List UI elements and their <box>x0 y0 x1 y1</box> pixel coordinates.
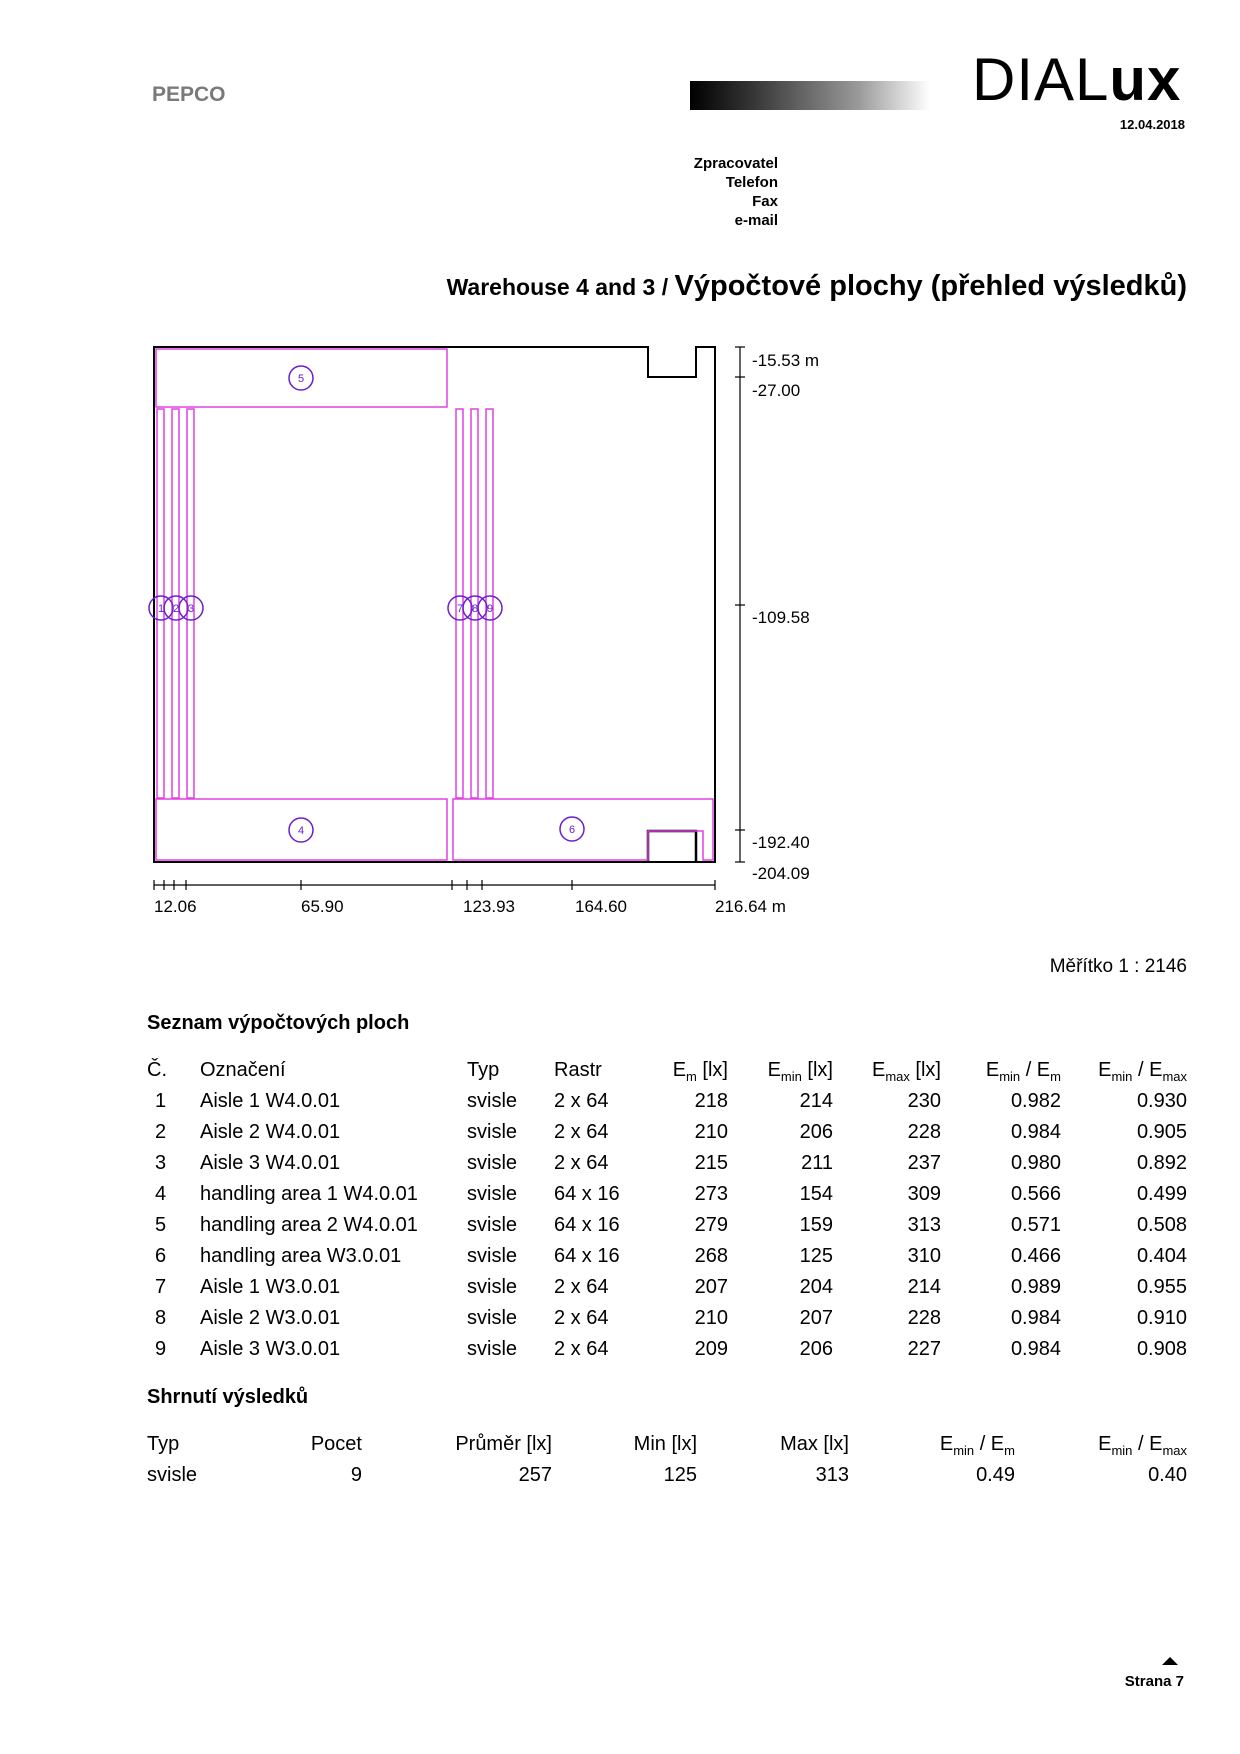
summary-row <box>147 1460 1187 1491</box>
row-emax: 310 <box>907 1245 941 1267</box>
row-grid: 2 x 64 <box>554 1152 609 1174</box>
y-label-1: -15.53 m <box>752 351 820 370</box>
marker-label-7: 7 <box>456 603 464 615</box>
row-no: 1 <box>155 1090 167 1112</box>
row-type: svisle <box>467 1245 518 1267</box>
row-emax: 237 <box>907 1152 941 1174</box>
page-up-arrow-icon <box>1162 1657 1178 1665</box>
contact-label-email: e-mail <box>734 212 778 229</box>
row-ratio-emin-emax: 0.905 <box>1136 1121 1187 1143</box>
marker-label-9: 9 <box>486 603 494 615</box>
row-name: Aisle 1 W4.0.01 <box>200 1090 341 1112</box>
row-name: handling area 1 W4.0.01 <box>200 1183 418 1205</box>
row-emin: 206 <box>799 1121 833 1143</box>
col-header-ratio-emin-emax: $E_{min} / E_{max}$ <box>1098 1059 1187 1084</box>
row-name: Aisle 2 W4.0.01 <box>200 1121 341 1143</box>
row-ratio-emin-em: 0.571 <box>1010 1214 1061 1236</box>
row-ratio-emin-em: 0.984 <box>1010 1338 1061 1360</box>
row-ratio-emin-emax: 0.508 <box>1136 1214 1187 1236</box>
row-emax: 228 <box>907 1121 941 1143</box>
row-type: svisle <box>467 1183 518 1205</box>
summary-avg: 257 <box>518 1464 552 1486</box>
table-row <box>147 1210 1187 1241</box>
marker-label-6: 6 <box>568 824 576 836</box>
y-label-5: -204.09 <box>752 864 810 883</box>
marker-label-8: 8 <box>471 603 479 615</box>
row-grid: 2 x 64 <box>554 1338 609 1360</box>
row-ratio-emin-em: 0.984 <box>1010 1121 1061 1143</box>
row-emin: 214 <box>799 1090 833 1112</box>
summary-col-avg: Průměr [lx] <box>455 1433 552 1455</box>
table-row <box>147 1272 1187 1303</box>
table-row <box>147 1086 1187 1117</box>
summary-col-min: Min [lx] <box>633 1433 697 1455</box>
dialux-logo <box>972 46 1182 113</box>
col-header-grid: Rastr <box>554 1059 602 1081</box>
row-grid: 2 x 64 <box>554 1307 609 1329</box>
col-header-emin: $E_{min}$ [lx] <box>767 1059 833 1084</box>
surfaces-table <box>147 1055 1187 1365</box>
row-no: 4 <box>155 1183 167 1205</box>
y-label-2: -27.00 <box>752 381 801 400</box>
row-type: svisle <box>467 1121 518 1143</box>
row-no: 5 <box>155 1214 167 1236</box>
row-emin: 125 <box>799 1245 833 1267</box>
col-header-emax: $E_{max}$ [lx] <box>871 1059 941 1084</box>
summary-heading: Shrnutí výsledků <box>147 1386 309 1408</box>
summary-ratio-emin-em: 0.49 <box>976 1464 1015 1486</box>
row-no: 8 <box>155 1307 167 1329</box>
marker-label-5: 5 <box>297 373 305 385</box>
summary-col-ratio-emin-em: $E_{min} / E_m$ <box>939 1433 1015 1458</box>
contact-labels <box>694 154 778 230</box>
row-emin: 206 <box>799 1338 833 1360</box>
row-ratio-emin-emax: 0.892 <box>1136 1152 1187 1174</box>
row-emin: 204 <box>799 1276 833 1298</box>
logo-thin-part: DIAL <box>972 46 1110 113</box>
col-header-type: Typ <box>467 1059 500 1081</box>
page-title-subject: Výpočtové plochy (přehled výsledků) <box>674 270 1187 302</box>
contact-label-author: Zpracovatel <box>693 155 778 172</box>
row-emin: 154 <box>799 1183 833 1205</box>
row-emax: 309 <box>907 1183 941 1205</box>
marker-label-2: 2 <box>172 603 180 615</box>
scale-text: Měřítko 1 : 2146 <box>1049 956 1187 977</box>
table-row <box>147 1241 1187 1272</box>
row-em: 215 <box>694 1152 728 1174</box>
x-label-5: 216.64 m <box>715 897 786 916</box>
row-type: svisle <box>467 1338 518 1360</box>
row-emax: 227 <box>907 1338 941 1360</box>
y-label-3: -109.58 <box>752 608 810 627</box>
row-grid: 64 x 16 <box>554 1183 620 1205</box>
row-type: svisle <box>467 1214 518 1236</box>
table-row <box>147 1334 1187 1365</box>
row-name: Aisle 1 W3.0.01 <box>200 1276 341 1298</box>
row-ratio-emin-em: 0.466 <box>1010 1245 1061 1267</box>
row-emin: 207 <box>799 1307 833 1329</box>
floor-plan <box>140 340 860 930</box>
row-name: Aisle 2 W3.0.01 <box>200 1307 341 1329</box>
table-row <box>147 1148 1187 1179</box>
row-emax: 230 <box>907 1090 941 1112</box>
row-type: svisle <box>467 1307 518 1329</box>
row-name: handling area W3.0.01 <box>200 1245 402 1267</box>
col-header-name: Označení <box>200 1059 286 1081</box>
horizontal-dimension <box>154 880 715 890</box>
row-em: 209 <box>694 1338 728 1360</box>
marker-label-4: 4 <box>297 825 305 837</box>
row-no: 6 <box>155 1245 167 1267</box>
vertical-dimension <box>735 347 745 862</box>
contact-label-phone: Telefon <box>725 174 778 191</box>
row-grid: 2 x 64 <box>554 1090 609 1112</box>
summary-ratio-emin-emax: 0.40 <box>1148 1464 1187 1486</box>
row-ratio-emin-em: 0.566 <box>1010 1183 1061 1205</box>
table-row <box>147 1303 1187 1334</box>
row-grid: 2 x 64 <box>554 1276 609 1298</box>
row-ratio-emin-emax: 0.930 <box>1136 1090 1187 1112</box>
summary-max: 313 <box>815 1464 849 1486</box>
row-name: handling area 2 W4.0.01 <box>200 1214 418 1236</box>
row-grid: 64 x 16 <box>554 1245 620 1267</box>
x-label-2: 65.90 <box>301 897 344 916</box>
header-gradient-bar <box>690 81 930 110</box>
row-emax: 313 <box>907 1214 941 1236</box>
row-ratio-emin-em: 0.982 <box>1010 1090 1061 1112</box>
row-em: 279 <box>694 1214 728 1236</box>
contact-label-fax: Fax <box>752 193 778 210</box>
summary-col-count: Pocet <box>310 1433 362 1455</box>
row-name: Aisle 3 W4.0.01 <box>200 1152 341 1174</box>
summary-min: 125 <box>663 1464 697 1486</box>
col-header-no: Č. <box>147 1059 167 1081</box>
row-no: 2 <box>155 1121 167 1143</box>
company-name: PEPCO <box>152 83 226 106</box>
row-ratio-emin-emax: 0.955 <box>1136 1276 1187 1298</box>
table-row <box>147 1179 1187 1210</box>
summary-col-type: Typ <box>147 1433 180 1455</box>
row-grid: 64 x 16 <box>554 1214 620 1236</box>
page-title-project: Warehouse 4 and 3 / <box>446 274 669 300</box>
row-ratio-emin-em: 0.984 <box>1010 1307 1061 1329</box>
summary-type: svisle <box>147 1464 198 1486</box>
building-notch <box>648 831 696 862</box>
row-em: 210 <box>694 1121 728 1143</box>
page-number: Strana 7 <box>1124 1673 1184 1690</box>
row-em: 207 <box>694 1276 728 1298</box>
x-label-3: 123.93 <box>463 897 515 916</box>
row-no: 9 <box>155 1338 167 1360</box>
x-label-1: 12.06 <box>154 897 197 916</box>
row-em: 210 <box>694 1307 728 1329</box>
row-em: 218 <box>694 1090 728 1112</box>
row-no: 3 <box>155 1152 167 1174</box>
row-type: svisle <box>467 1090 518 1112</box>
row-grid: 2 x 64 <box>554 1121 609 1143</box>
row-emin: 211 <box>801 1152 833 1174</box>
row-em: 268 <box>694 1245 728 1267</box>
row-no: 7 <box>155 1276 167 1298</box>
row-ratio-emin-emax: 0.404 <box>1136 1245 1187 1267</box>
marker-label-1: 1 <box>157 603 165 615</box>
list-heading: Seznam výpočtových ploch <box>147 1012 410 1034</box>
y-label-4: -192.40 <box>752 833 810 852</box>
table-row <box>147 1117 1187 1148</box>
row-ratio-emin-emax: 0.499 <box>1136 1183 1187 1205</box>
col-header-em: $E_m$ [lx] <box>672 1059 728 1084</box>
summary-table <box>147 1429 1187 1491</box>
row-emin: 159 <box>799 1214 833 1236</box>
row-emax: 214 <box>907 1276 941 1298</box>
page-title <box>447 270 1187 303</box>
row-type: svisle <box>467 1276 518 1298</box>
marker-label-3: 3 <box>187 603 195 615</box>
row-name: Aisle 3 W3.0.01 <box>200 1338 341 1360</box>
row-ratio-emin-emax: 0.910 <box>1136 1307 1187 1329</box>
summary-col-max: Max [lx] <box>780 1433 849 1455</box>
row-ratio-emin-emax: 0.908 <box>1136 1338 1187 1360</box>
building-outline <box>154 347 715 862</box>
document-date: 12.04.2018 <box>1119 117 1185 132</box>
row-emax: 228 <box>907 1307 941 1329</box>
surfaces-table-body <box>147 1086 1187 1365</box>
summary-count: 9 <box>350 1464 362 1486</box>
logo-bold-part: ux <box>1109 46 1182 113</box>
row-ratio-emin-em: 0.989 <box>1010 1276 1061 1298</box>
row-em: 273 <box>694 1183 728 1205</box>
surfaces-table-header <box>147 1055 1187 1086</box>
x-label-4: 164.60 <box>575 897 627 916</box>
row-type: svisle <box>467 1152 518 1174</box>
summary-col-ratio-emin-emax: $E_{min} / E_{max}$ <box>1098 1433 1187 1458</box>
col-header-ratio-emin-em: $E_{min} / E_m$ <box>985 1059 1061 1084</box>
summary-table-header <box>147 1429 1187 1460</box>
row-ratio-emin-em: 0.980 <box>1010 1152 1061 1174</box>
